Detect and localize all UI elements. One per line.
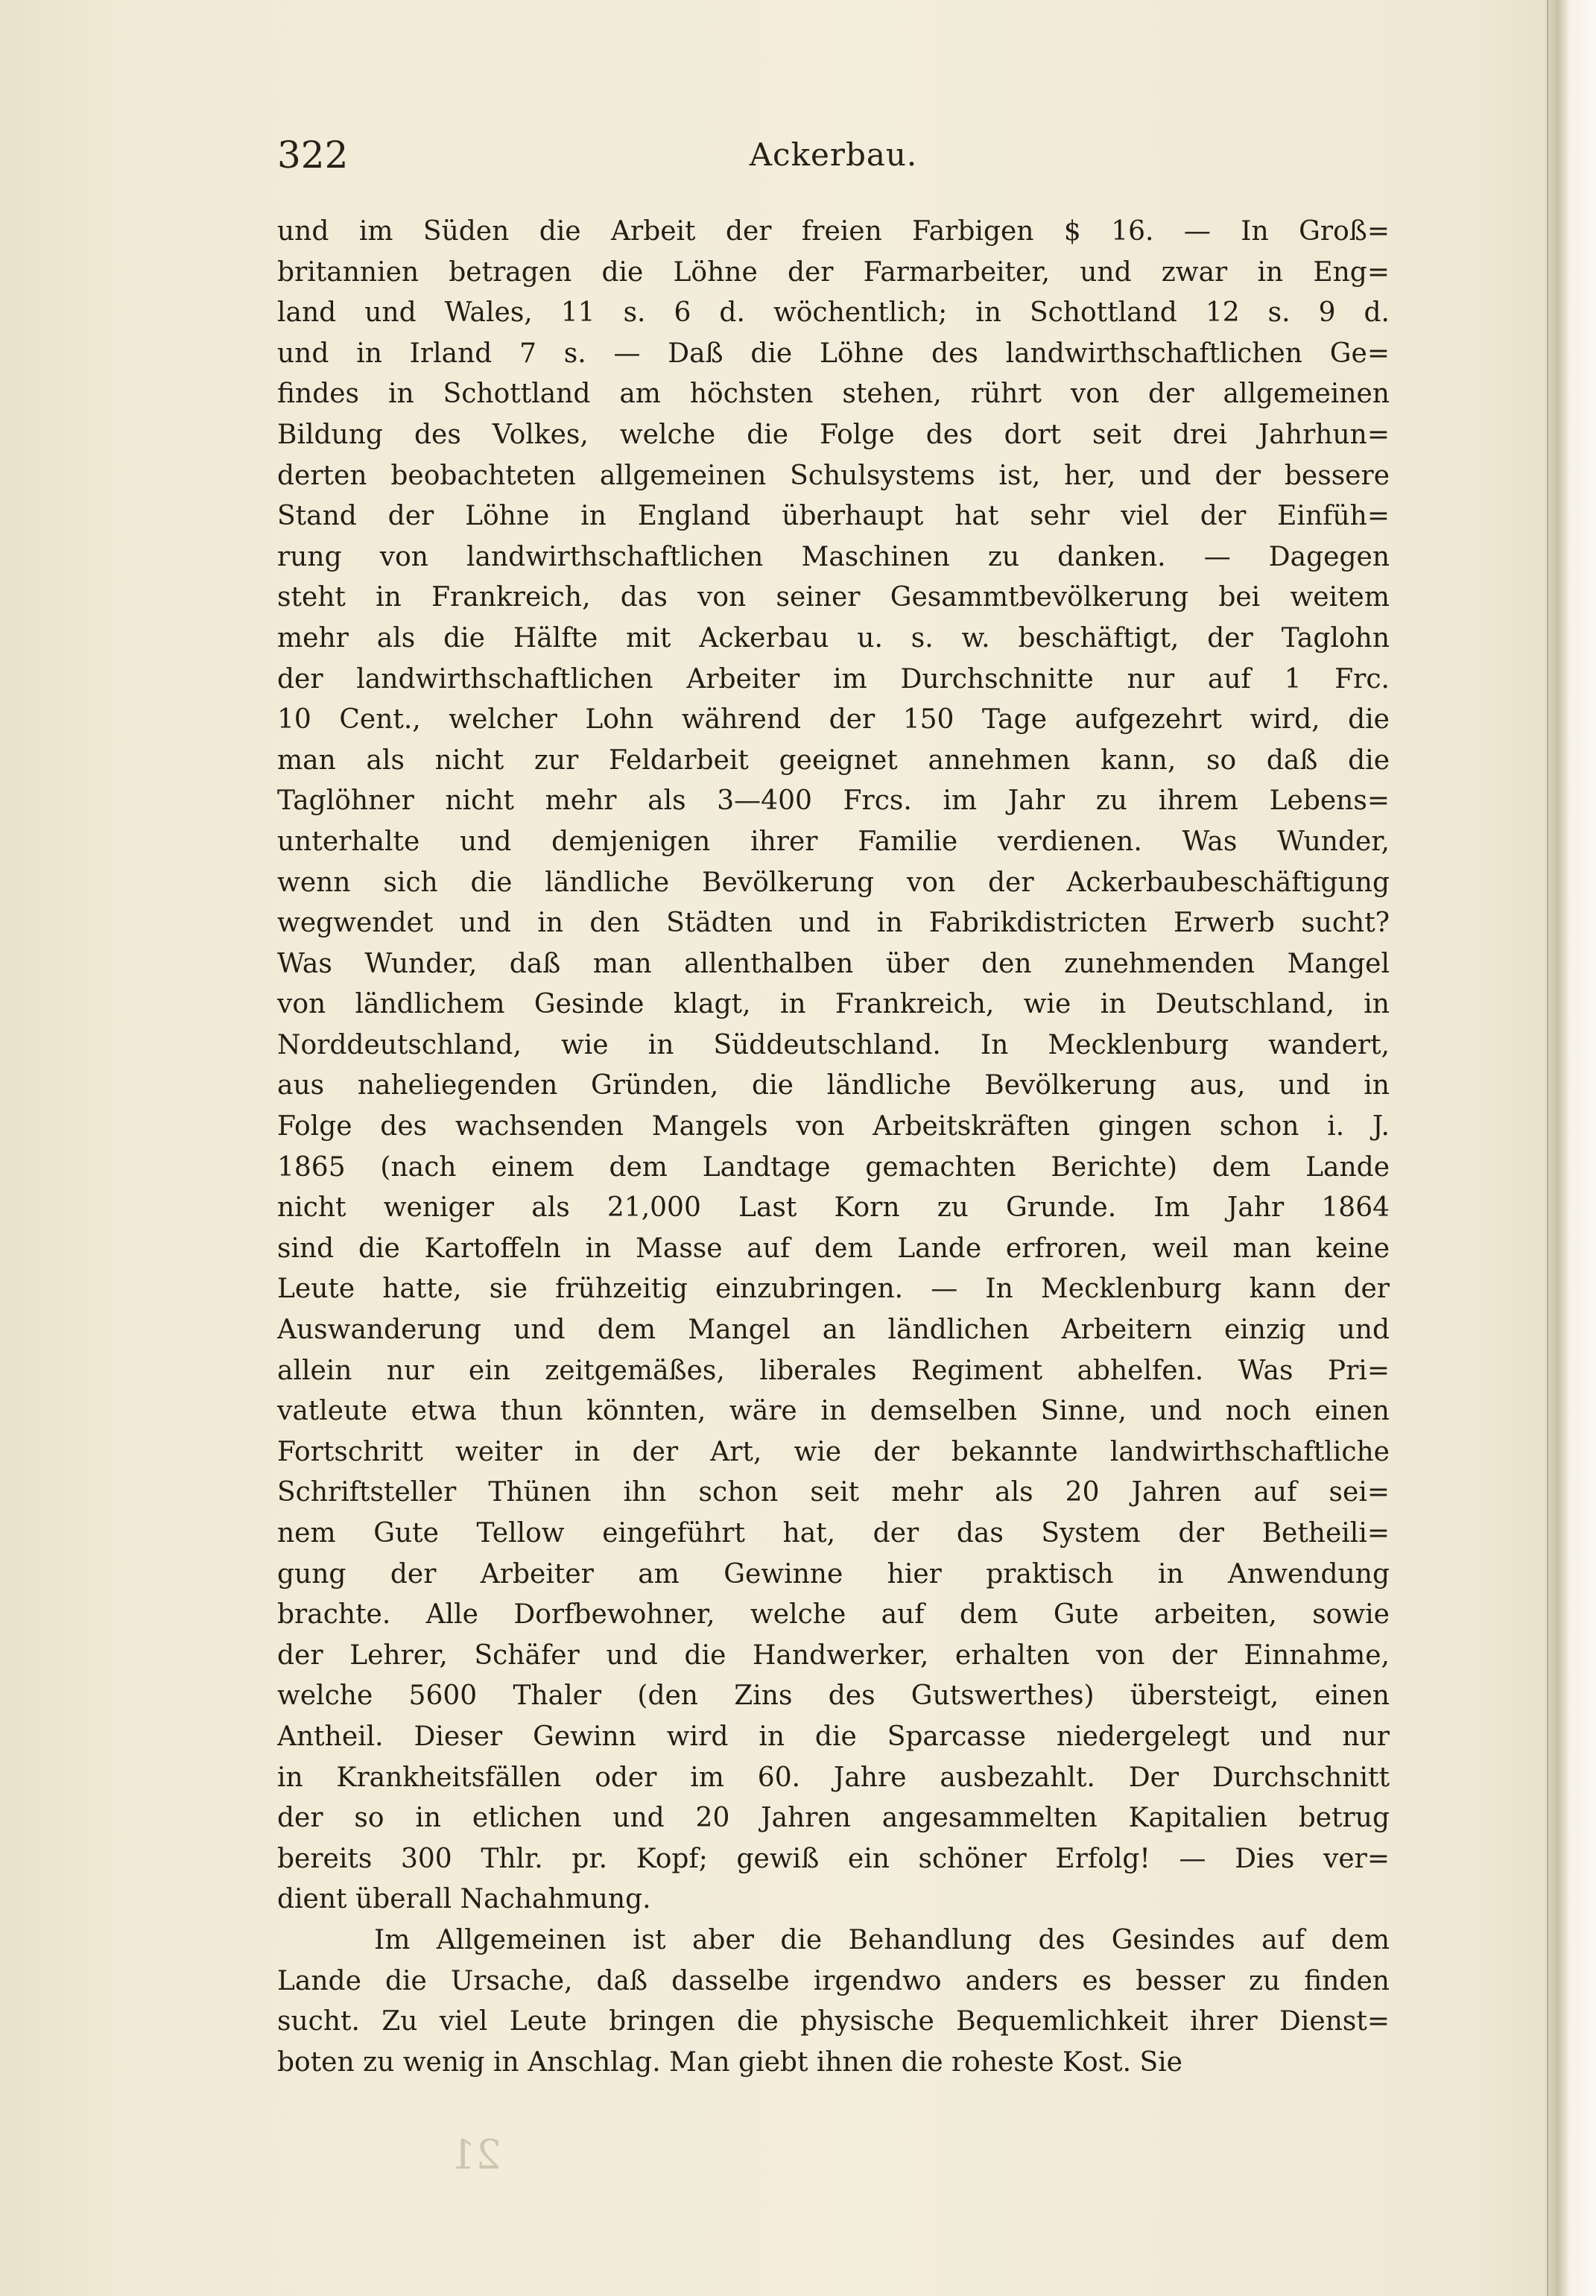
text-line: Was Wunder, daß man allenthalben über den zunehmenden Mangel <box>277 948 1390 979</box>
text-line: unterhalte und demjenigen ihrer Familie verdienen. Was Wunder, <box>277 826 1390 857</box>
text-line: Lande die Ursache, daß dasselbe irgendwo anders es besser zu finden <box>277 1965 1390 1996</box>
text-line: aus naheliegenden Gründen, die ländliche Bevölkerung aus, und in <box>277 1070 1390 1101</box>
text-line: sucht. Zu viel Leute bringen die physische Bequemlichkeit ihrer Dienst= <box>277 2006 1390 2037</box>
text-line: boten zu wenig in Anschlag. Man giebt ihnen die roheste Kost. Sie <box>277 2046 1182 2078</box>
text-line: nem Gute Tellow eingeführt hat, der das System der Betheili= <box>277 1518 1390 1549</box>
text-line: Fortschritt weiter in der Art, wie der bekannte landwirthschaftliche <box>277 1436 1390 1467</box>
page-number: 322 <box>277 133 349 177</box>
text-line: und im Süden die Arbeit der freien Farbigen $ 16. — In Groß= <box>277 216 1390 247</box>
text-line: Bildung des Volkes, welche die Folge des dort seit drei Jahrhun= <box>277 419 1390 450</box>
text-line: Auswanderung und dem Mangel an ländlichen Arbeitern einzig und <box>277 1315 1390 1346</box>
text-line: Stand der Löhne in England überhaupt hat sehr viel der Einfüh= <box>277 501 1390 532</box>
paragraph <box>277 1920 1390 2083</box>
text-line: 10 Cent., welcher Lohn während der 150 Tage aufgezehrt wird, die <box>277 704 1390 736</box>
text-line: von ländlichem Gesinde klagt, in Frankreich, wie in Deutschland, in <box>277 989 1390 1020</box>
text-line: 1865 (nach einem dem Landtage gemachten Berichte) dem Lande <box>277 1151 1390 1183</box>
text-line: Im Allgemeinen ist aber die Behandlung des Gesindes auf dem <box>374 1924 1390 1955</box>
text-line: dient überall Nachahmung. <box>277 1884 651 1915</box>
page-header <box>277 125 1390 185</box>
body-text <box>277 212 1390 2083</box>
text-line: derten beobachteten allgemeinen Schulsystems ist, her, und der bessere <box>277 460 1390 491</box>
text-line: der so in etlichen und 20 Jahren angesammelten Kapitalien betrug <box>277 1803 1390 1834</box>
text-line: man als nicht zur Feldarbeit geeignet annehmen kann, so daß die <box>277 744 1390 776</box>
text-line: bereits 300 Thlr. pr. Kopf; gewiß ein schöner Erfolg! — Dies ver= <box>277 1843 1390 1874</box>
running-head: Ackerbau. <box>749 136 918 173</box>
text-line: Antheil. Dieser Gewinn wird in die Sparcasse niedergelegt und nur <box>277 1721 1390 1752</box>
text-line: vatleute etwa thun könnten, wäre in demselben Sinne, und noch einen <box>277 1396 1390 1427</box>
text-line: der Lehrer, Schäfer und die Handwerker, erhalten von der Einnahme, <box>277 1639 1390 1671</box>
text-line: steht in Frankreich, das von seiner Gesammtbevölkerung bei weitem <box>277 582 1390 613</box>
paragraph <box>277 212 1390 1920</box>
text-line: welche 5600 Thaler (den Zins des Gutswerthes) übersteigt, einen <box>277 1680 1390 1712</box>
text-line: Leute hatte, sie frühzeitig einzubringen. — In Mecklenburg kann der <box>277 1274 1390 1305</box>
book-gutter <box>1547 0 1596 2296</box>
text-line: nicht weniger als 21,000 Last Korn zu Grunde. Im Jahr 1864 <box>277 1192 1390 1224</box>
text-line: wegwendet und in den Städten und in Fabrikdistricten Erwerb sucht? <box>277 908 1390 939</box>
text-line: Schriftsteller Thünen ihn schon seit mehr als 20 Jahren auf sei= <box>277 1477 1390 1508</box>
text-line: mehr als die Hälfte mit Ackerbau u. s. w. beschäftigt, der Taglohn <box>277 622 1390 654</box>
text-line: findes in Schottland am höchsten stehen, rührt von der allgemeinen <box>277 379 1390 410</box>
text-line: Folge des wachsenden Mangels von Arbeitskräften gingen schon i. J. <box>277 1111 1390 1142</box>
text-line: rung von landwirthschaftlichen Maschinen zu danken. — Dagegen <box>277 541 1390 572</box>
text-line: und in Irland 7 s. — Daß die Löhne des landwirthschaftlichen Ge= <box>277 338 1390 369</box>
text-line: der landwirthschaftlichen Arbeiter im Durchschnitte nur auf 1 Frc. <box>277 663 1390 695</box>
bleed-through-page-number: 21 <box>450 2131 501 2178</box>
text-line: land und Wales, 11 s. 6 d. wöchentlich; in Schottland 12 s. 9 d. <box>277 297 1390 329</box>
text-line: Taglöhner nicht mehr als 3—400 Frcs. im Jahr zu ihrem Lebens= <box>277 785 1390 817</box>
text-line: brachte. Alle Dorfbewohner, welche auf dem Gute arbeiten, sowie <box>277 1599 1390 1631</box>
text-line: sind die Kartoffeln in Masse auf dem Lande erfroren, weil man keine <box>277 1233 1390 1264</box>
text-line: gung der Arbeiter am Gewinne hier praktisch in Anwendung <box>277 1558 1390 1590</box>
text-line: britannien betragen die Löhne der Farmarbeiter, und zwar in Eng= <box>277 256 1390 288</box>
text-line: wenn sich die ländliche Bevölkerung von der Ackerbaubeschäftigung <box>277 867 1390 898</box>
text-line: Norddeutschland, wie in Süddeutschland. In Mecklenburg wandert, <box>277 1029 1390 1060</box>
text-line: allein nur ein zeitgemäßes, liberales Regiment abhelfen. Was Pri= <box>277 1355 1390 1386</box>
text-line: in Krankheitsfällen oder im 60. Jahre ausbezahlt. Der Durchschnitt <box>277 1762 1390 1793</box>
